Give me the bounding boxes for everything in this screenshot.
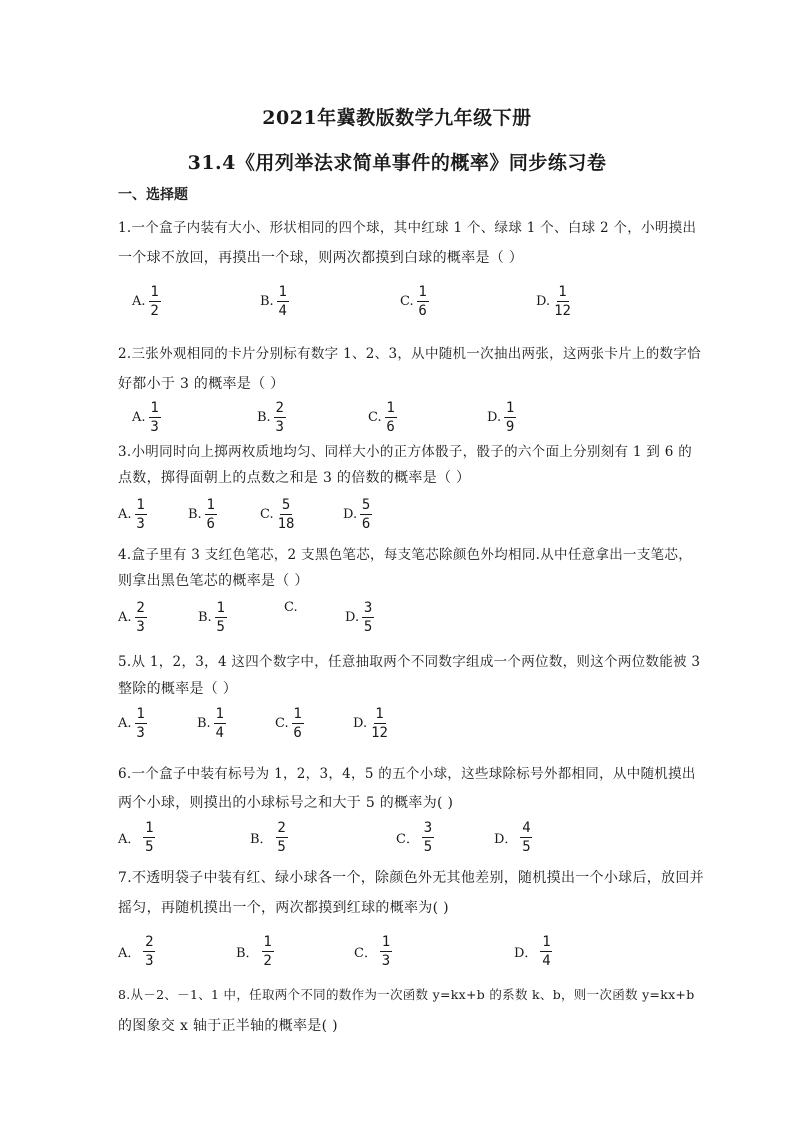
- fraction: $\frac{1}{12}$: [371, 706, 388, 741]
- option-b: B. $\frac{1}{4}$: [197, 706, 224, 741]
- option-a: A． $\frac{1}{5}$: [118, 820, 154, 855]
- question-4-options: [0, 600, 794, 640]
- fraction: $\frac{1}{4}$: [278, 284, 287, 319]
- question-8-line-2: 的图象交 x 轴于正半轴的概率是( ): [118, 1018, 338, 1034]
- option-a: A. $\frac{1}{3}$: [132, 400, 159, 435]
- question-1-line-1: 1.一个盒子内装有大小、形状相同的四个球，其中红球 1 个、绿球 1 个、白球 2 个，小明摸出: [118, 220, 697, 236]
- option-d: D. $\frac{1}{12}$: [536, 284, 571, 319]
- question-3-line-2: 点数，掷得面朝上的点数之和是 3 的倍数的概率是（ ）: [118, 470, 471, 486]
- fraction: $\frac{1}{6}$: [418, 284, 427, 319]
- fraction: $\frac{1}{6}$: [293, 706, 302, 741]
- option-a: A. $\frac{1}{3}$: [118, 706, 145, 741]
- question-5-line-2: 整除的概率是（ ）: [118, 681, 238, 697]
- fraction: $\frac{1}{2}$: [150, 284, 159, 319]
- fraction: $\frac{1}{9}$: [505, 400, 515, 435]
- fraction: $\frac{1}{2}$: [263, 934, 272, 969]
- fraction: $\frac{3}{5}$: [423, 820, 433, 855]
- question-4-line-2: 则拿出黑色笔芯的概率是（ ）: [118, 573, 309, 589]
- option-d: D． $\frac{4}{5}$: [494, 820, 531, 855]
- option-b: B. $\frac{1}{5}$: [198, 600, 225, 635]
- fraction: $\frac{5}{6}$: [361, 497, 371, 532]
- question-1-options: [0, 284, 794, 324]
- option-c: C. $\frac{1}{6}$: [275, 706, 302, 741]
- fraction: $\frac{3}{5}$: [363, 600, 373, 635]
- document-subtitle: 31.4《用列举法求简单事件的概率》同步练习卷: [187, 152, 607, 174]
- document-title: 2021年冀教版数学九年级下册: [262, 107, 532, 129]
- option-c: C． $\frac{1}{3}$: [354, 934, 391, 969]
- fraction: $\frac{1}{3}$: [381, 934, 391, 969]
- option-c: C. $\frac{5}{18}$: [260, 497, 295, 532]
- question-6-options: [0, 820, 794, 860]
- fraction: $\frac{1}{6}$: [386, 400, 395, 435]
- question-7-options: [0, 934, 794, 974]
- fraction: $\frac{1}{6}$: [206, 497, 215, 532]
- fraction: $\frac{1}{4}$: [542, 934, 551, 969]
- option-b: B． $\frac{2}{5}$: [250, 820, 286, 855]
- option-c: C. $\frac{1}{6}$: [368, 400, 395, 435]
- question-2-line-1: 2.三张外观相同的卡片分别标有数字 1、2、3，从中随机一次抽出两张，这两张卡片上的数字恰: [118, 346, 701, 362]
- question-4-line-1: 4.盒子里有 3 支红色笔芯，2 支黑色笔芯，每支笔芯除颜色外均相同.从中任意拿出一支笔芯，: [118, 547, 693, 563]
- question-2-line-2: 好都小于 3 的概率是（ ）: [118, 376, 285, 392]
- question-6-line-2: 两个小球，则摸出的小球标号之和大于 5 的概率为( ): [118, 795, 454, 811]
- question-6-line-1: 6.一个盒子中装有标号为 1，2，3，4，5 的五个小球，这些球除标号外都相同，从中随机摸出: [118, 766, 696, 782]
- option-b: B． $\frac{1}{2}$: [236, 934, 272, 969]
- question-5-line-1: 5.从 1，2，3，4 这四个数字中，任意抽取两个不同数字组成一个两位数，则这个两位数能被 3: [118, 654, 701, 670]
- fraction: $\frac{1}{12}$: [554, 284, 571, 319]
- option-c: C.: [284, 600, 298, 615]
- fraction: $\frac{5}{18}$: [277, 497, 295, 532]
- fraction: $\frac{1}{3}$: [136, 706, 145, 741]
- option-b: B. $\frac{2}{3}$: [257, 400, 284, 435]
- option-a: A． $\frac{2}{3}$: [118, 934, 154, 969]
- option-a: A. $\frac{2}{3}$: [118, 600, 145, 635]
- fraction: $\frac{2}{5}$: [277, 820, 286, 855]
- fraction: $\frac{1}{3}$: [150, 400, 159, 435]
- question-7-line-2: 摇匀，再随机摸出一个，两次都摸到红球的概率为( ): [118, 900, 449, 916]
- option-a: A. $\frac{1}{2}$: [132, 284, 159, 319]
- option-d: D． $\frac{1}{4}$: [514, 934, 551, 969]
- question-8-line-1: 8.从－2、－1、1 中，任取两个不同的数作为一次函数 y=kx+b 的系数 k、b，则一次函数 y=kx+b: [118, 987, 695, 1002]
- fraction: $\frac{1}{4}$: [215, 706, 224, 741]
- option-c: C. $\frac{1}{6}$: [400, 284, 427, 319]
- fraction: $\frac{4}{5}$: [522, 820, 531, 855]
- question-1-line-2: 一个球不放回，再摸出一个球，则两次都摸到白球的概率是（ ）: [118, 250, 524, 266]
- fraction: $\frac{1}{3}$: [136, 497, 145, 532]
- question-7-line-1: 7.不透明袋子中装有红、绿小球各一个，除颜色外无其他差别，随机摸出一个小球后，放回并: [118, 870, 704, 886]
- fraction: $\frac{2}{3}$: [136, 600, 145, 635]
- section-heading: 一、选择题: [118, 187, 188, 203]
- option-d: D. $\frac{3}{5}$: [345, 600, 373, 635]
- fraction: $\frac{2}{3}$: [145, 934, 154, 969]
- question-3-line-1: 3.小明同时向上掷两枚质地均匀、同样大小的正方体骰子，骰子的六个面上分别刻有 1 到 6 的: [118, 444, 693, 460]
- option-a: A. $\frac{1}{3}$: [118, 497, 145, 532]
- fraction: $\frac{2}{3}$: [275, 400, 284, 435]
- fraction: $\frac{1}{5}$: [216, 600, 225, 635]
- question-2-options: [0, 400, 794, 440]
- option-d: D. $\frac{1}{12}$: [353, 706, 388, 741]
- option-b: B. $\frac{1}{4}$: [260, 284, 287, 319]
- question-5-options: [0, 706, 794, 746]
- option-b: B. $\frac{1}{6}$: [188, 497, 215, 532]
- question-3-options: [0, 497, 794, 537]
- option-c: C． $\frac{3}{5}$: [396, 820, 433, 855]
- fraction: $\frac{1}{5}$: [145, 820, 154, 855]
- option-d: D. $\frac{5}{6}$: [343, 497, 371, 532]
- option-d: D. $\frac{1}{9}$: [487, 400, 515, 435]
